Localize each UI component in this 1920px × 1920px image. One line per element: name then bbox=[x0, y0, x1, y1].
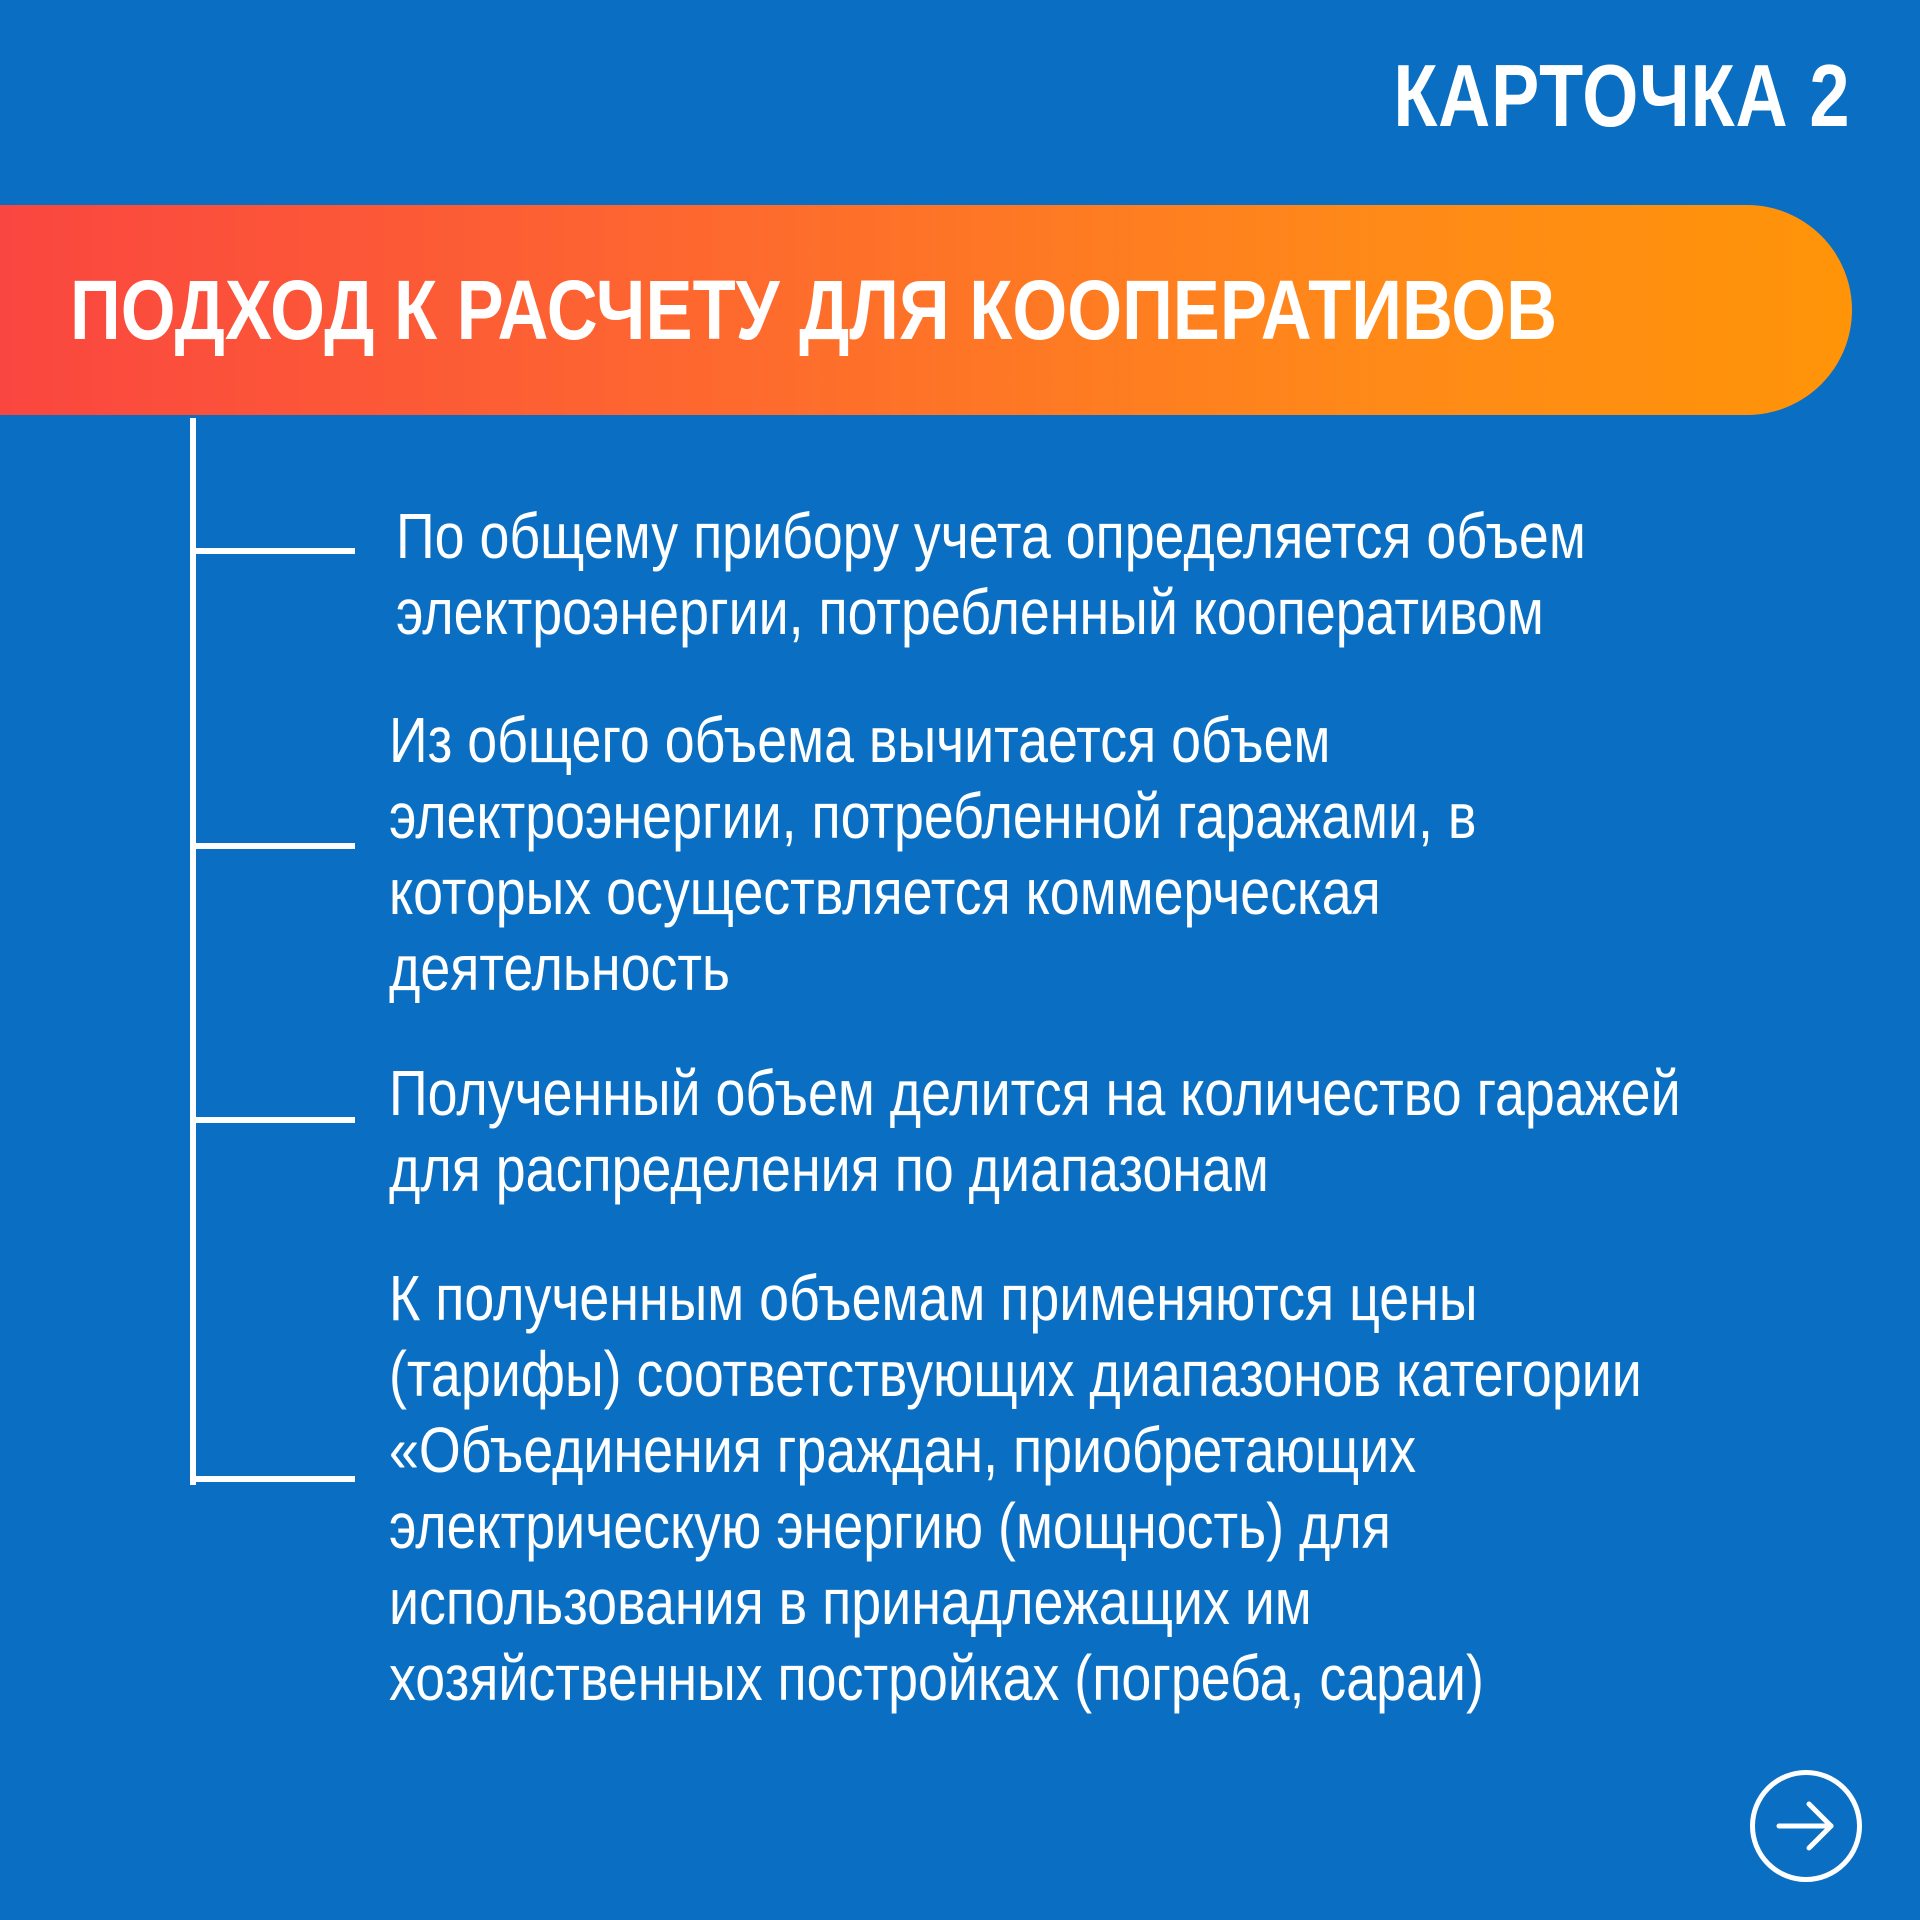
step-3-line: для распределения по диапазонам bbox=[389, 1133, 1269, 1205]
timeline-branch bbox=[190, 1476, 355, 1482]
next-card-button[interactable] bbox=[1750, 1770, 1862, 1882]
step-2-line: Из общего объема вычитается объем bbox=[389, 704, 1331, 776]
step-4-text bbox=[389, 1260, 1642, 1716]
step-2-line: электроэнергии, потребленной гаражами, в bbox=[389, 780, 1477, 852]
timeline-line bbox=[190, 418, 196, 1485]
step-1-line: По общему прибору учета определяется объем bbox=[396, 500, 1586, 572]
timeline-branch bbox=[190, 548, 355, 554]
step-4-line: хозяйственных постройках (погреба, сараи) bbox=[389, 1642, 1484, 1714]
step-3-text bbox=[389, 1055, 1681, 1207]
step-4-line: К полученным объемам применяются цены bbox=[389, 1262, 1478, 1334]
step-4-line: (тарифы) соответствующих диапазонов категории bbox=[389, 1338, 1642, 1410]
step-1-line: электроэнергии, потребленный кооперативом bbox=[396, 576, 1544, 648]
title-banner bbox=[0, 205, 1852, 415]
page-title: ПОДХОД К РАСЧЕТУ ДЛЯ КООПЕРАТИВОВ bbox=[70, 263, 1558, 357]
step-2-line: которых осуществляется коммерческая bbox=[389, 856, 1381, 928]
timeline-branch bbox=[190, 1117, 355, 1123]
step-2-text bbox=[389, 702, 1476, 1006]
step-1-text bbox=[396, 498, 1586, 650]
step-4-line: использования в принадлежащих им bbox=[389, 1566, 1312, 1638]
arrow-right-icon bbox=[1775, 1799, 1837, 1853]
timeline-branch bbox=[190, 843, 355, 849]
step-3-line: Полученный объем делится на количество гаражей bbox=[389, 1057, 1681, 1129]
step-2-line: деятельность bbox=[389, 932, 730, 1004]
step-4-line: «Объединения граждан, приобретающих bbox=[389, 1414, 1417, 1486]
card-number-label: КАРТОЧКА 2 bbox=[1393, 46, 1850, 145]
step-4-line: электрическую энергию (мощность) для bbox=[389, 1490, 1391, 1562]
